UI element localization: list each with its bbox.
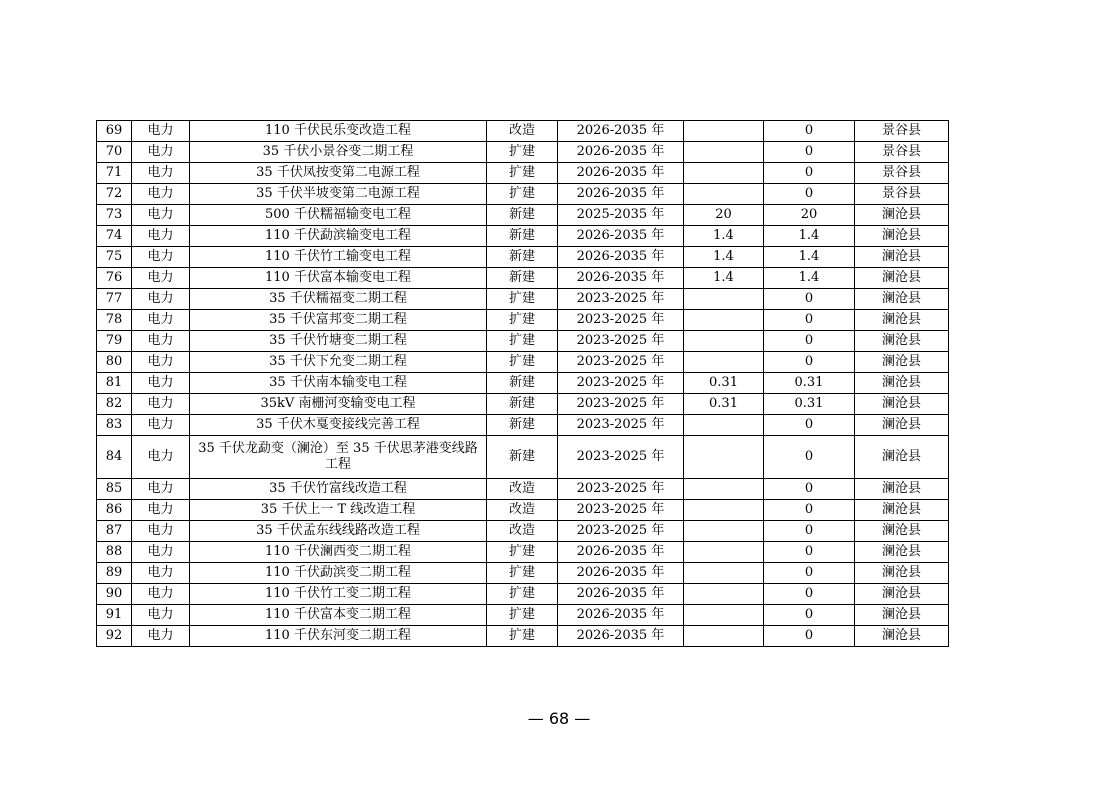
cell-category: 电力 [132,521,190,542]
cell-county: 澜沧县 [855,205,949,226]
cell-row-number: 81 [97,373,132,394]
cell-investment-b: 1.4 [764,247,855,268]
cell-construction-type: 扩建 [487,289,558,310]
cell-construction-type: 扩建 [487,352,558,373]
cell-investment-b: 0.31 [764,394,855,415]
cell-period: 2023-2025 年 [558,415,684,436]
cell-investment-a [684,163,764,184]
table-row [97,226,949,247]
cell-category: 电力 [132,394,190,415]
cell-period: 2023-2025 年 [558,331,684,352]
cell-row-number: 92 [97,626,132,647]
cell-investment-a [684,415,764,436]
cell-project-name: 35 千伏凤按变第二电源工程 [190,163,487,184]
cell-row-number: 74 [97,226,132,247]
table-row [97,415,949,436]
cell-county: 澜沧县 [855,479,949,500]
cell-category: 电力 [132,331,190,352]
cell-row-number: 84 [97,436,132,479]
cell-row-number: 72 [97,184,132,205]
cell-category: 电力 [132,163,190,184]
cell-county: 澜沧县 [855,415,949,436]
cell-investment-b: 0 [764,415,855,436]
table-row [97,205,949,226]
cell-investment-b: 0 [764,521,855,542]
cell-row-number: 75 [97,247,132,268]
cell-investment-b: 0 [764,310,855,331]
cell-investment-a [684,436,764,479]
cell-county: 澜沧县 [855,331,949,352]
cell-investment-b: 0 [764,500,855,521]
cell-county: 澜沧县 [855,605,949,626]
cell-investment-b: 0 [764,563,855,584]
cell-category: 电力 [132,268,190,289]
cell-investment-b: 1.4 [764,268,855,289]
table-row [97,563,949,584]
cell-county: 澜沧县 [855,226,949,247]
cell-construction-type: 扩建 [487,626,558,647]
cell-period: 2023-2025 年 [558,479,684,500]
cell-category: 电力 [132,289,190,310]
cell-period: 2023-2025 年 [558,436,684,479]
cell-construction-type: 扩建 [487,563,558,584]
table-row [97,289,949,310]
page-number: — 68 — [527,709,591,728]
cell-period: 2026-2035 年 [558,184,684,205]
cell-investment-b: 0 [764,542,855,563]
cell-investment-a [684,289,764,310]
cell-row-number: 73 [97,205,132,226]
cell-investment-a: 1.4 [684,268,764,289]
cell-period: 2026-2035 年 [558,563,684,584]
table-row [97,247,949,268]
cell-investment-b: 0.31 [764,373,855,394]
cell-row-number: 69 [97,121,132,142]
cell-investment-b: 0 [764,289,855,310]
cell-county: 澜沧县 [855,500,949,521]
cell-row-number: 76 [97,268,132,289]
table-body [97,121,949,647]
cell-investment-b: 0 [764,352,855,373]
cell-period: 2023-2025 年 [558,500,684,521]
cell-county: 景谷县 [855,184,949,205]
cell-project-name: 110 千伏富本输变电工程 [190,268,487,289]
cell-investment-a: 0.31 [684,394,764,415]
cell-investment-a [684,352,764,373]
cell-project-name: 110 千伏勐滨输变电工程 [190,226,487,247]
cell-period: 2026-2035 年 [558,226,684,247]
cell-investment-a: 20 [684,205,764,226]
cell-project-name: 35 千伏南本输变电工程 [190,373,487,394]
cell-period: 2026-2035 年 [558,584,684,605]
cell-investment-a [684,563,764,584]
cell-period: 2023-2025 年 [558,394,684,415]
cell-investment-a [684,331,764,352]
cell-category: 电力 [132,563,190,584]
cell-period: 2026-2035 年 [558,163,684,184]
cell-row-number: 82 [97,394,132,415]
cell-category: 电力 [132,500,190,521]
cell-row-number: 90 [97,584,132,605]
cell-project-name: 110 千伏澜西变二期工程 [190,542,487,563]
cell-row-number: 83 [97,415,132,436]
cell-category: 电力 [132,626,190,647]
cell-period: 2023-2025 年 [558,373,684,394]
cell-investment-a: 1.4 [684,226,764,247]
table-row [97,121,949,142]
cell-period: 2023-2025 年 [558,352,684,373]
cell-investment-b: 20 [764,205,855,226]
cell-period: 2023-2025 年 [558,521,684,542]
cell-category: 电力 [132,415,190,436]
cell-county: 澜沧县 [855,268,949,289]
cell-project-name: 35 千伏富邦变二期工程 [190,310,487,331]
cell-category: 电力 [132,142,190,163]
cell-investment-b: 0 [764,605,855,626]
cell-investment-a [684,626,764,647]
cell-county: 澜沧县 [855,521,949,542]
cell-investment-b: 0 [764,184,855,205]
cell-period: 2026-2035 年 [558,268,684,289]
cell-project-name: 110 千伏竹工输变电工程 [190,247,487,268]
cell-investment-a [684,479,764,500]
table-row [97,500,949,521]
cell-construction-type: 扩建 [487,163,558,184]
table-row [97,584,949,605]
cell-period: 2023-2025 年 [558,310,684,331]
cell-investment-a [684,584,764,605]
cell-category: 电力 [132,584,190,605]
cell-project-name: 500 千伏糯福输变电工程 [190,205,487,226]
cell-period: 2026-2035 年 [558,626,684,647]
table-row [97,479,949,500]
cell-row-number: 91 [97,605,132,626]
cell-row-number: 80 [97,352,132,373]
cell-construction-type: 新建 [487,268,558,289]
cell-investment-b: 0 [764,479,855,500]
cell-investment-a: 1.4 [684,247,764,268]
cell-project-name: 110 千伏东河变二期工程 [190,626,487,647]
cell-row-number: 85 [97,479,132,500]
cell-category: 电力 [132,352,190,373]
cell-category: 电力 [132,373,190,394]
cell-investment-a [684,521,764,542]
cell-row-number: 79 [97,331,132,352]
cell-construction-type: 改造 [487,500,558,521]
cell-construction-type: 新建 [487,226,558,247]
cell-row-number: 86 [97,500,132,521]
cell-investment-b: 0 [764,142,855,163]
cell-project-name: 110 千伏富本变二期工程 [190,605,487,626]
table-row [97,521,949,542]
cell-construction-type: 改造 [487,121,558,142]
cell-county: 澜沧县 [855,563,949,584]
cell-construction-type: 改造 [487,479,558,500]
cell-category: 电力 [132,226,190,247]
cell-county: 澜沧县 [855,542,949,563]
cell-construction-type: 改造 [487,521,558,542]
cell-county: 澜沧县 [855,352,949,373]
table-row [97,436,949,479]
cell-construction-type: 扩建 [487,310,558,331]
cell-project-name: 35 千伏竹塘变二期工程 [190,331,487,352]
cell-county: 澜沧县 [855,584,949,605]
cell-period: 2026-2035 年 [558,605,684,626]
table-row [97,142,949,163]
cell-project-name: 35 千伏半坡变第二电源工程 [190,184,487,205]
table-row [97,268,949,289]
cell-category: 电力 [132,605,190,626]
cell-construction-type: 新建 [487,205,558,226]
cell-construction-type: 扩建 [487,184,558,205]
cell-county: 景谷县 [855,142,949,163]
cell-project-name: 35 千伏上一 T 线改造工程 [190,500,487,521]
cell-county: 澜沧县 [855,373,949,394]
cell-construction-type: 扩建 [487,142,558,163]
table-row [97,394,949,415]
cell-construction-type: 扩建 [487,605,558,626]
cell-project-name: 110 千伏勐滨变二期工程 [190,563,487,584]
cell-investment-a [684,184,764,205]
cell-county: 澜沧县 [855,394,949,415]
table-row [97,163,949,184]
cell-investment-a [684,310,764,331]
table-row [97,331,949,352]
cell-construction-type: 扩建 [487,542,558,563]
cell-category: 电力 [132,479,190,500]
cell-county: 澜沧县 [855,310,949,331]
cell-investment-b: 0 [764,163,855,184]
cell-project-name: 110 千伏民乐变改造工程 [190,121,487,142]
cell-county: 澜沧县 [855,436,949,479]
cell-construction-type: 扩建 [487,584,558,605]
cell-period: 2026-2035 年 [558,542,684,563]
cell-period: 2026-2035 年 [558,142,684,163]
cell-investment-b: 0 [764,331,855,352]
cell-category: 电力 [132,205,190,226]
cell-category: 电力 [132,310,190,331]
cell-investment-b: 0 [764,584,855,605]
cell-investment-b: 0 [764,436,855,479]
cell-project-name: 110 千伏竹工变二期工程 [190,584,487,605]
cell-period: 2025-2035 年 [558,205,684,226]
table-row [97,605,949,626]
cell-row-number: 70 [97,142,132,163]
cell-county: 景谷县 [855,121,949,142]
project-table [96,120,949,647]
cell-project-name: 35kV 南栅河变输变电工程 [190,394,487,415]
cell-period: 2026-2035 年 [558,121,684,142]
cell-row-number: 87 [97,521,132,542]
table-row [97,542,949,563]
cell-county: 澜沧县 [855,247,949,268]
cell-category: 电力 [132,436,190,479]
cell-row-number: 71 [97,163,132,184]
cell-investment-b: 1.4 [764,226,855,247]
cell-period: 2023-2025 年 [558,289,684,310]
cell-construction-type: 新建 [487,247,558,268]
cell-period: 2026-2035 年 [558,247,684,268]
cell-category: 电力 [132,184,190,205]
cell-construction-type: 新建 [487,436,558,479]
cell-project-name: 35 千伏木戛变接线完善工程 [190,415,487,436]
cell-investment-a [684,542,764,563]
cell-investment-b: 0 [764,626,855,647]
cell-row-number: 77 [97,289,132,310]
cell-investment-a: 0.31 [684,373,764,394]
cell-row-number: 88 [97,542,132,563]
cell-construction-type: 新建 [487,373,558,394]
cell-investment-a [684,121,764,142]
cell-construction-type: 新建 [487,415,558,436]
table-row [97,373,949,394]
cell-project-name: 35 千伏竹富线改造工程 [190,479,487,500]
cell-project-name: 35 千伏下允变二期工程 [190,352,487,373]
cell-investment-a [684,142,764,163]
cell-county: 澜沧县 [855,626,949,647]
cell-category: 电力 [132,542,190,563]
cell-project-name: 35 千伏小景谷变二期工程 [190,142,487,163]
cell-project-name: 35 千伏龙勐变（澜沧）至 35 千伏思茅港变线路工程 [190,436,487,479]
cell-construction-type: 新建 [487,394,558,415]
table-row [97,184,949,205]
cell-investment-a [684,605,764,626]
cell-investment-b: 0 [764,121,855,142]
cell-county: 景谷县 [855,163,949,184]
cell-project-name: 35 千伏孟东线线路改造工程 [190,521,487,542]
cell-category: 电力 [132,121,190,142]
cell-category: 电力 [132,247,190,268]
cell-investment-a [684,500,764,521]
cell-construction-type: 扩建 [487,331,558,352]
table-row [97,310,949,331]
cell-county: 澜沧县 [855,289,949,310]
cell-row-number: 78 [97,310,132,331]
table-row [97,626,949,647]
table-row [97,352,949,373]
cell-project-name: 35 千伏糯福变二期工程 [190,289,487,310]
cell-row-number: 89 [97,563,132,584]
